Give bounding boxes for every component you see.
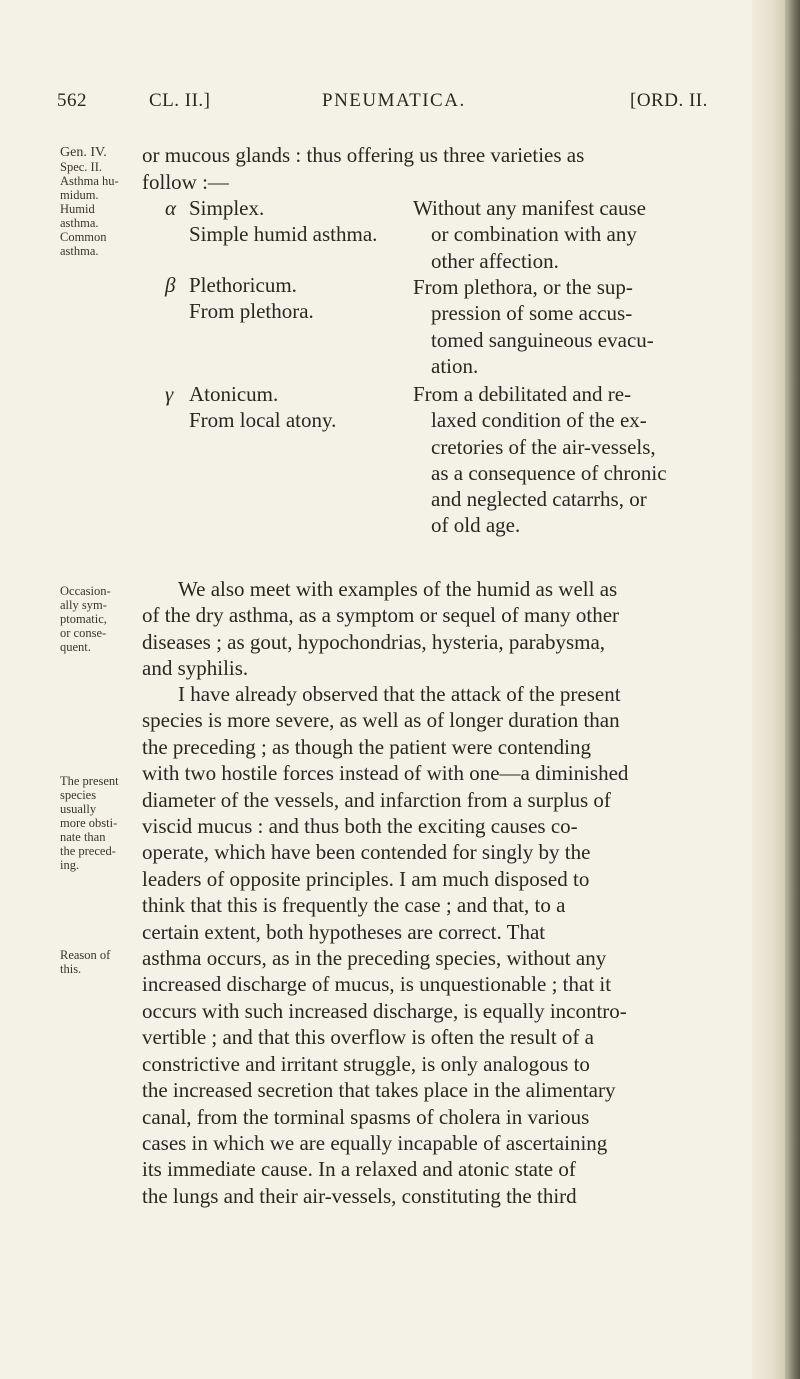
margin-line: asthma. — [60, 244, 99, 258]
paragraph-occasional — [142, 576, 619, 682]
description-line: other affection. — [431, 248, 559, 273]
description-line: or combination with any — [431, 222, 637, 247]
margin-line: Reason of — [60, 948, 111, 962]
paragraph-line: asthma occurs, as in the preceding species, without any — [142, 946, 607, 971]
paragraph-line: and syphilis. — [142, 656, 249, 681]
description-line: and neglected catarrhs, or — [431, 487, 647, 512]
margin-line: Spec. II. — [60, 160, 102, 174]
margin-line: more obsti- — [60, 816, 118, 830]
margin-note-genus — [60, 146, 119, 258]
variety-beta — [165, 272, 314, 324]
margin-line: quent. — [60, 640, 91, 654]
margin-note-present-species — [60, 774, 119, 872]
margin-line: ing. — [60, 858, 80, 872]
margin-line: Occasion- — [60, 584, 111, 598]
margin-line: or conse- — [60, 626, 107, 640]
margin-note-reason — [60, 948, 110, 976]
description-line: tomed sanguineous evacu- — [431, 327, 654, 352]
margin-line: Humid — [60, 202, 95, 216]
paragraph-line: diameter of the vessels, and infarction from a surplus of — [142, 787, 611, 812]
paragraph-line: increased discharge of mucus, is unquestionable ; that it — [142, 972, 612, 997]
margin-note-occasional — [60, 584, 111, 654]
variety-beta-description — [413, 274, 654, 379]
paragraph-line: species is more severe, as well as of longer duration than — [142, 708, 620, 733]
variety-letter: α — [165, 196, 177, 220]
description-line: Without any manifest cause — [413, 196, 646, 220]
paragraph-line: the increased secretion that takes place in the alimentary — [142, 1078, 616, 1103]
running-title: PNEUMATICA. — [322, 90, 466, 111]
running-header — [0, 90, 760, 120]
margin-line: usually — [60, 802, 97, 816]
variety-name: Plethoricum. — [189, 273, 297, 297]
margin-line: Gen. IV. — [60, 145, 107, 160]
paragraph-line: of the dry asthma, as a symptom or sequel of many other — [142, 603, 620, 628]
paragraph-line: I have already observed that the attack of the present — [178, 682, 621, 706]
description-line: From plethora, or the sup- — [413, 275, 633, 299]
paragraph-line: viscid mucus : and thus both the exciting causes co- — [142, 814, 578, 839]
variety-name: Simplex. — [189, 196, 265, 220]
paragraph-line: constrictive and irritant struggle, is only analogous to — [142, 1051, 590, 1076]
paragraph-line: its immediate cause. In a relaxed and atonic state of — [142, 1157, 576, 1182]
paragraph-line: occurs with such increased discharge, is equally incontro- — [142, 998, 627, 1023]
variety-alpha-description — [413, 195, 646, 274]
paragraph-line: diseases ; as gout, hypochondrias, hysteria, parabysma, — [142, 629, 606, 654]
intro-line: follow :— — [142, 169, 229, 194]
description-line: laxed condition of the ex- — [431, 408, 647, 433]
paragraph-present-species — [142, 681, 628, 1209]
paragraph-line: with two hostile forces instead of with one—a diminished — [142, 761, 629, 786]
page-number: 562 — [57, 90, 87, 111]
paragraph-line: cases in which we are equally incapable of ascertaining — [142, 1130, 608, 1155]
paragraph-line: vertible ; and that this overflow is often the result of a — [142, 1025, 594, 1050]
page-edge-shadow — [785, 0, 800, 1379]
margin-line: ally sym- — [60, 598, 107, 612]
margin-line: this. — [60, 962, 82, 976]
paragraph-line: certain extent, both hypotheses are correct. That — [142, 919, 546, 944]
paragraph-line: operate, which have been contended for singly by the — [142, 840, 591, 865]
margin-line: Asthma hu- — [60, 174, 119, 188]
margin-line: The present — [60, 774, 119, 788]
description-line: From a debilitated and re- — [413, 382, 632, 406]
description-line: of old age. — [431, 513, 521, 538]
margin-line: species — [60, 788, 97, 802]
variety-english: From plethora. — [189, 299, 314, 323]
description-line: ation. — [431, 353, 479, 378]
variety-letter: γ — [165, 382, 174, 406]
paragraph-line: the lungs and their air-vessels, constituting the third — [142, 1183, 577, 1208]
paragraph-line: the preceding ; as though the patient were contending — [142, 734, 592, 759]
paragraph-line: think that this is frequently the case ; and that, to a — [142, 893, 566, 918]
margin-line: the preced- — [60, 844, 116, 858]
description-line: cretories of the air-vessels, — [431, 434, 656, 459]
class-label: CL. II.] — [149, 90, 211, 111]
margin-line: nate than — [60, 830, 106, 844]
order-label: [ORD. II. — [630, 90, 708, 111]
variety-english: Simple humid asthma. — [189, 222, 378, 246]
intro-text — [142, 142, 742, 195]
variety-name: Atonicum. — [189, 382, 279, 406]
intro-line: or mucous glands : thus offering us three varieties as — [142, 143, 585, 167]
variety-gamma — [165, 381, 336, 433]
description-line: pression of some accus- — [431, 301, 633, 326]
variety-gamma-description — [413, 381, 667, 539]
margin-line: ptomatic, — [60, 612, 107, 626]
variety-alpha — [165, 195, 377, 247]
variety-letter: β — [165, 273, 176, 297]
variety-english: From local atony. — [189, 408, 337, 432]
paragraph-line: We also meet with examples of the humid as well as — [178, 577, 618, 601]
margin-line: asthma. — [60, 216, 99, 230]
paragraph-line: leaders of opposite principles. I am much disposed to — [142, 866, 590, 891]
paragraph-line: canal, from the torminal spasms of cholera in various — [142, 1104, 590, 1129]
margin-line: midum. — [60, 188, 99, 202]
description-line: as a consequence of chronic — [431, 460, 667, 485]
margin-line: Common — [60, 230, 107, 244]
